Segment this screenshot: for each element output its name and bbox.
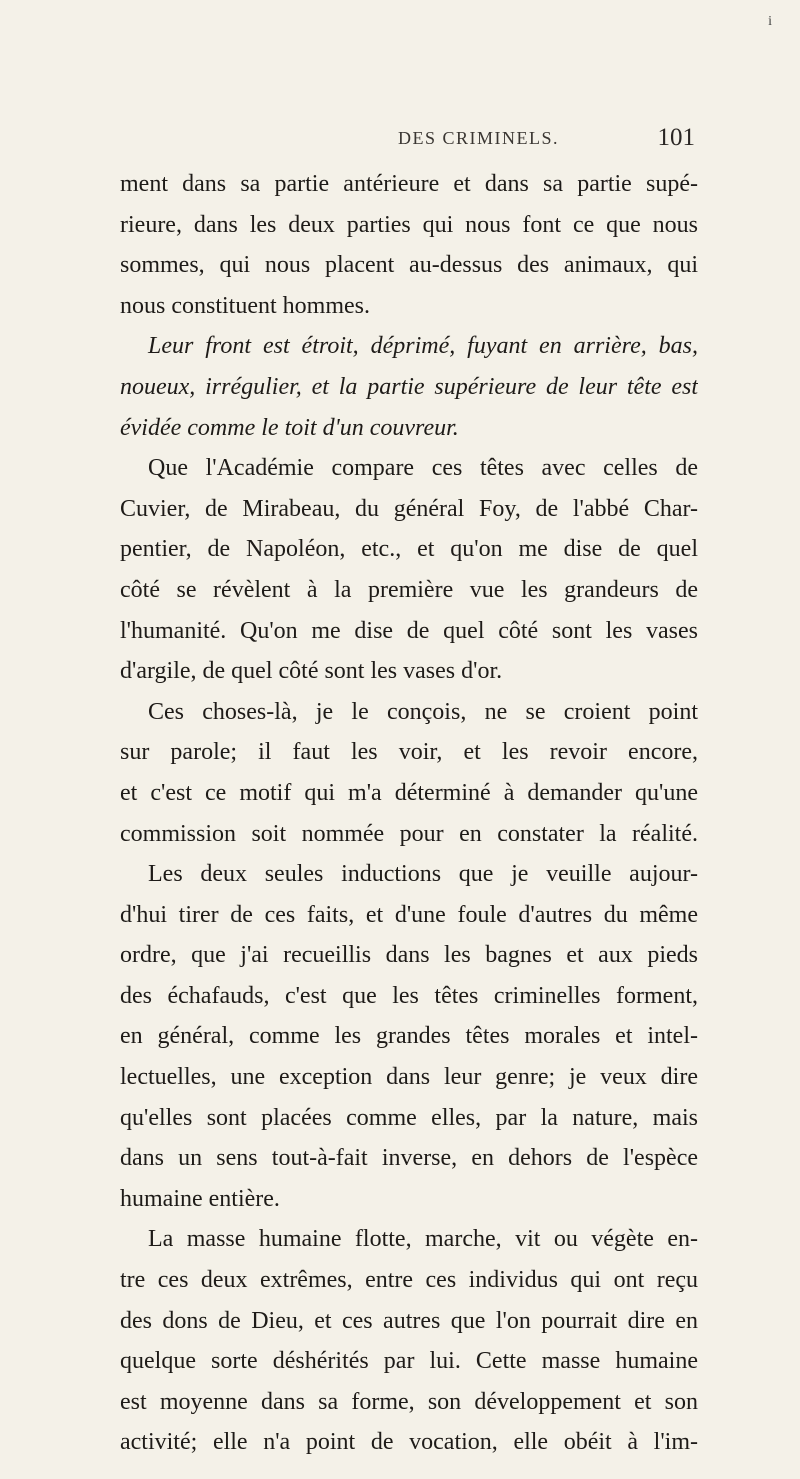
text-line: d'argile, de quel côté sont les vases d'or.	[120, 658, 503, 685]
text-line: dans un sens tout-à-fait inverse, en dehors de l'espèce	[120, 1145, 698, 1172]
text-line: lectuelles, une exception dans leur genre; je veux dire	[120, 1064, 698, 1091]
text-line: des échafauds, c'est que les têtes criminelles forment,	[120, 982, 698, 1009]
text-line: qu'elles sont placées comme elles, par la nature, mais	[120, 1104, 698, 1131]
text-line: humaine entière.	[120, 1185, 280, 1212]
running-head	[120, 124, 695, 158]
text-line: Les deux seules inductions que je veuille aujour-	[148, 861, 698, 888]
text-line: tre ces deux extrêmes, entre ces individus qui ont reçu	[120, 1267, 698, 1294]
text-line: côté se révèlent à la première vue les grandeurs de	[120, 576, 698, 603]
body-text	[120, 164, 698, 1463]
running-title: DES CRIMINELS.	[398, 128, 560, 148]
text-line: ordre, que j'ai recueillis dans les bagnes et aux pieds	[120, 942, 698, 969]
page-number: 101	[657, 124, 695, 151]
text-line: noueux, irrégulier, et la partie supérieure de leur tête est	[120, 373, 698, 400]
text-line: Leur front est étroit, déprimé, fuyant en arrière, bas,	[148, 333, 698, 360]
text-line: Cuvier, de Mirabeau, du général Foy, de l'abbé Char-	[120, 495, 698, 522]
text-line: activité; elle n'a point de vocation, elle obéit à l'im-	[120, 1429, 698, 1456]
text-line: en général, comme les grandes têtes morales et intel-	[120, 1023, 698, 1050]
text-line: ment dans sa partie antérieure et dans sa partie supé-	[120, 171, 698, 197]
text-line: d'hui tirer de ces faits, et d'une foule d'autres du même	[120, 901, 698, 928]
text-line: évidée comme le toit d'un couvreur.	[120, 414, 459, 441]
text-line: La masse humaine flotte, marche, vit ou végète en-	[148, 1226, 698, 1253]
text-line: sommes, qui nous placent au-dessus des animaux, qui	[120, 252, 698, 279]
text-line: quelque sorte déshérités par lui. Cette masse humaine	[120, 1348, 698, 1375]
text-line: nous constituent hommes.	[120, 292, 370, 319]
corner-mark: i	[768, 14, 772, 29]
text-line: des dons de Dieu, et ces autres que l'on pourrait dire en	[120, 1307, 698, 1334]
text-line: commission soit nommée pour en constater la réalité.	[120, 820, 698, 847]
text-line: rieure, dans les deux parties qui nous font ce que nous	[120, 211, 698, 238]
text-line: Que l'Académie compare ces têtes avec celles de	[148, 455, 698, 482]
text-line: pentier, de Napoléon, etc., et qu'on me dise de quel	[120, 536, 698, 563]
text-line: sur parole; il faut les voir, et les revoir encore,	[120, 739, 698, 766]
text-line: est moyenne dans sa forme, son développement et son	[120, 1388, 698, 1415]
text-line: et c'est ce motif qui m'a déterminé à demander qu'une	[120, 779, 698, 806]
text-line: l'humanité. Qu'on me dise de quel côté sont les vases	[120, 617, 698, 644]
text-line: Ces choses-là, je le conçois, ne se croient point	[148, 698, 698, 725]
